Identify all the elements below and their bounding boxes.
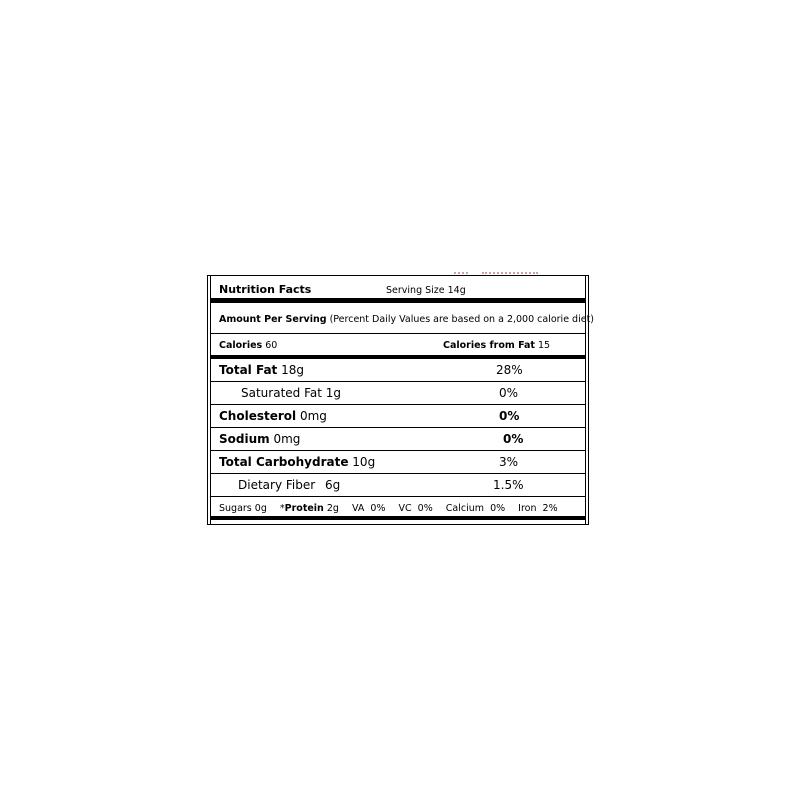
nutrient-name: Total Fat [219, 363, 278, 377]
nutrient-name: Total Carbohydrate [219, 455, 349, 469]
calcium: Calcium 0% [445, 503, 506, 514]
nutrient-daily-value: 3% [499, 455, 519, 469]
amount-per-serving-row [211, 303, 595, 334]
misc-nutrients-row [211, 497, 585, 520]
nutrient-row-total-carbohydrate [211, 451, 585, 474]
daily-values-note: (Percent Daily Values are based on a 2,000 calorie diet) [329, 314, 595, 325]
nutrient-daily-value: 0% [499, 386, 519, 400]
calories-from-fat-label: Calories from Fat [443, 340, 535, 351]
calories-from-fat-value: 15 [537, 340, 551, 351]
nutrient-daily-value: 28% [496, 363, 523, 377]
sugars: Sugars 0g [219, 503, 267, 514]
nutrient-row-saturated-fat [211, 382, 585, 405]
nutrient-row-dietary-fiber [211, 474, 585, 497]
nutrient-daily-value: 0% [503, 432, 524, 446]
nutrient-daily-value: 1.5% [493, 478, 524, 492]
protein-value: 2g [326, 503, 339, 514]
calories-value: 60 [265, 340, 278, 351]
iron: Iron 2% [518, 503, 558, 514]
nutrient-amount: 10g [352, 455, 376, 469]
nutrient-amount: 0mg [299, 409, 327, 423]
amount-per-serving-label: Amount Per Serving [219, 314, 327, 325]
nutrition-facts-label [207, 275, 595, 525]
calories-row [211, 334, 585, 359]
nutrient-name: Saturated Fat [241, 386, 322, 400]
nutrient-name: Dietary Fiber [238, 478, 316, 492]
nutrient-daily-value: 0% [499, 409, 520, 423]
label-title: Nutrition Facts [219, 283, 312, 296]
calories-label: Calories [219, 340, 263, 351]
nutrient-amount: 0mg [273, 432, 301, 446]
nutrient-amount: 18g [281, 363, 305, 377]
protein-asterisk: * [279, 503, 285, 514]
serving-size: Serving Size 14g [386, 285, 466, 296]
nutrient-name: Cholesterol [219, 409, 297, 423]
vitamin-c: VC 0% [398, 503, 433, 514]
vitamin-a: VA 0% [351, 503, 386, 514]
nutrient-row-cholesterol [211, 405, 585, 428]
label-header [211, 276, 585, 303]
nutrient-amount: 6g [325, 478, 341, 492]
nutrient-name: Sodium [219, 432, 270, 446]
label-inner-frame [210, 276, 595, 524]
nutrient-amount: 1g [325, 386, 342, 400]
nutrient-row-sodium [211, 428, 585, 451]
nutrient-row-total-fat [211, 359, 585, 382]
protein-label: Protein [284, 503, 324, 514]
